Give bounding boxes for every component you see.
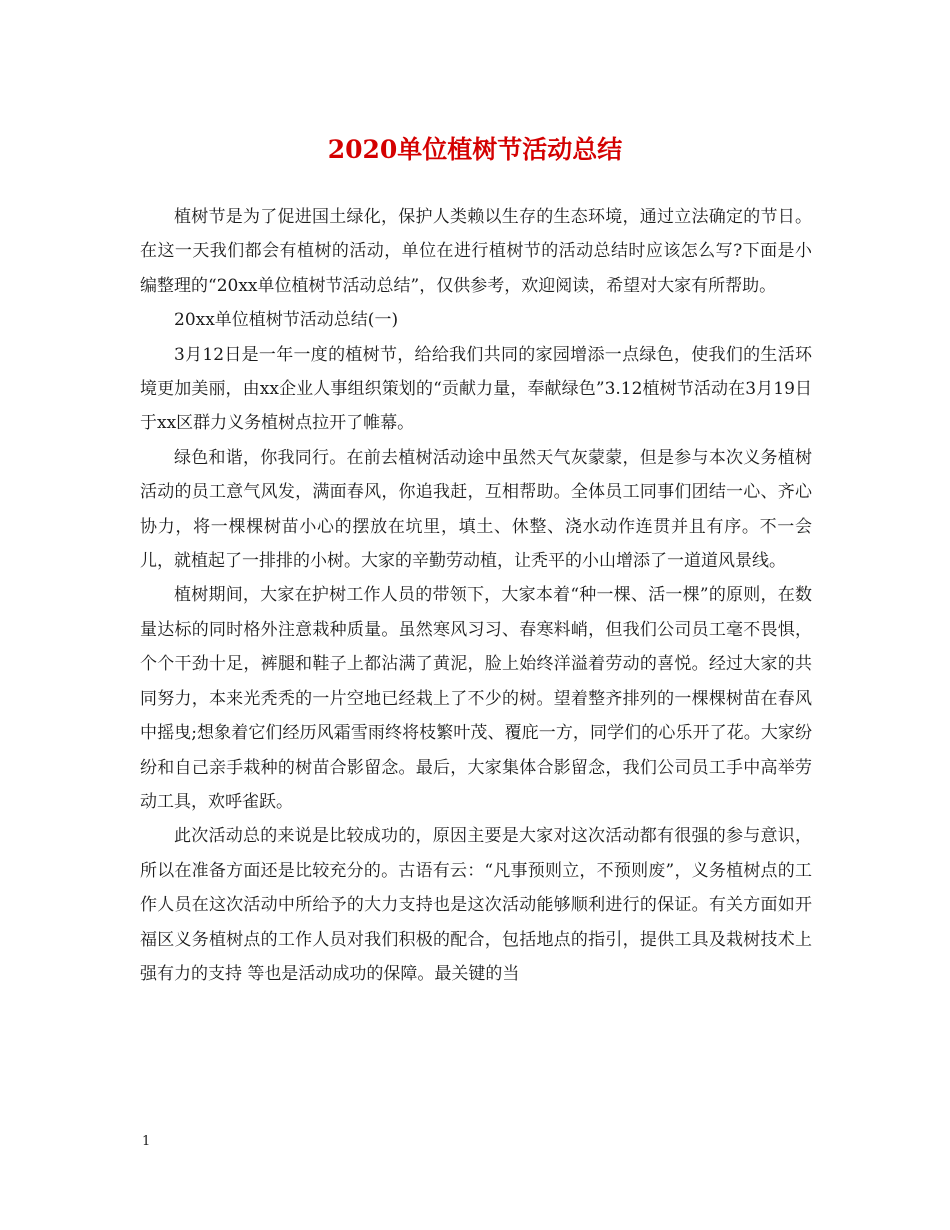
- body-paragraph: 植树期间，大家在护树工作人员的带领下，大家本着“种一棵、活一棵”的原则，在数量达标的同时格外注意栽种质量。虽然寒风习习、春寒料峭，但我们公司员工毫不畏惧，个个干劲十足，裤腿和鞋子上都沾满了黄泥，脸上始终洋溢着劳动的喜悦。经过大家的共同努力，本来光秃秃的一片空地已经栽上了不少的树。望着整齐排列的一棵棵树苗在春风中摇曳;想象着它们经历风霜雪雨终将枝繁叶茂、覆庇一方，同学们的心乐开了花。大家纷纷和自己亲手栽种的树苗合影留念。最后，大家集体合影留念，我们公司员工手中高举劳动工具，欢呼雀跃。: [140, 585, 812, 812]
- body-paragraph: 3月12日是一年一度的植树节，给给我们共同的家园增添一点绿色，使我们的生活环境更加美丽，由xx企业人事组织策划的“贡献力量，奉献绿色”3.12植树节活动在3月19日于xx区群力义务植树点拉开了帷幕。: [140, 344, 812, 434]
- body-paragraph: 此次活动总的来说是比较成功的，原因主要是大家对这次活动都有很强的参与意识，所以在准备方面还是比较充分的。古语有云：“凡事预则立，不预则废”，义务植树点的工作人员在这次活动中所给予的大力支持也是这次活动能够顺利进行的保证。有关方面如开福区义务植树点的工作人员对我们积极的配合，包括地点的指引，提供工具及栽树技术上强有力的支持 等也是活动成功的保障。最关键的当: [140, 826, 812, 984]
- body-paragraph: 绿色和谐，你我同行。在前去植树活动途中虽然天气灰蒙蒙，但是参与本次义务植树活动的员工意气风发，满面春风，你追我赶，互相帮助。全体员工同事们团结一心、齐心协力，将一棵棵树苗小心的摆放在坑里，填土、休整、浇水动作连贯并且有序。不一会儿，就植起了一排排的小树。大家的辛勤劳动植，让秃平的小山增添了一道道风景线。: [140, 447, 812, 572]
- intro-paragraph: 植树节是为了促进国土绿化，保护人类赖以生存的生态环境，通过立法确定的节日。在这一天我们都会有植树的活动，单位在进行植树节的活动总结时应该怎么写?下面是小编整理的“20xx单位植树节活动总结”，仅供参考，欢迎阅读，希望对大家有所帮助。: [140, 207, 812, 296]
- page-number: 1: [142, 1134, 151, 1149]
- document-body: [140, 200, 812, 991]
- page-title: 2020单位植树节活动总结: [327, 135, 623, 164]
- section-heading: 20xx单位植树节活动总结(一): [174, 310, 399, 331]
